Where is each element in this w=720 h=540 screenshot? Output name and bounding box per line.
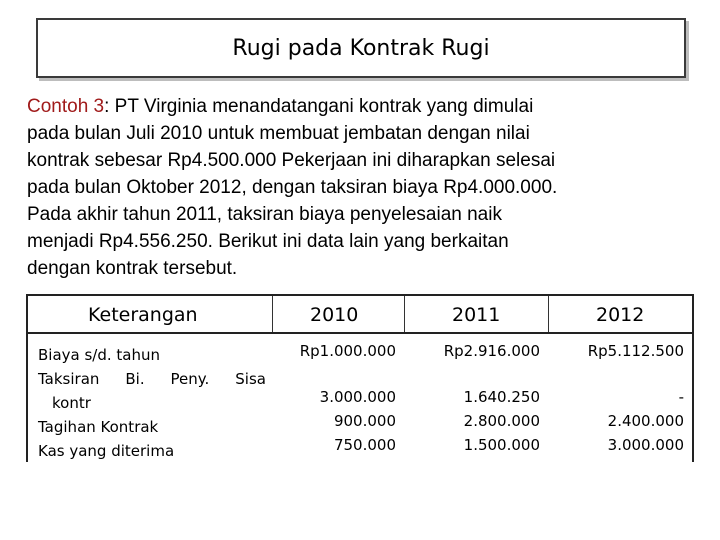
label-word: Sisa xyxy=(235,370,266,388)
paragraph-line: menjadi Rp4.556.250. Berikut ini data lain yang berkaitan xyxy=(27,231,509,252)
column-divider xyxy=(272,296,273,332)
header-keterangan: Keterangan xyxy=(88,304,198,326)
paragraph-line: : PT Virginia menandatangani kontrak yang dimulai xyxy=(104,96,534,117)
row-label-taksiran xyxy=(38,367,266,391)
header-2010: 2010 xyxy=(310,304,359,326)
row-label-biaya: Biaya s/d. tahun xyxy=(38,346,161,364)
paragraph-line: pada bulan Juli 2010 untuk membuat jembatan dengan nilai xyxy=(27,123,530,144)
cell-biaya-2011: Rp2.916.000 xyxy=(443,342,540,360)
cell-taksiran-2012: - xyxy=(678,388,684,406)
paragraph-line: dengan kontrak tersebut. xyxy=(27,258,238,279)
header-2011: 2011 xyxy=(452,304,501,326)
row-labels xyxy=(38,343,266,463)
cell-taksiran-2011: 1.640.250 xyxy=(463,388,540,406)
cell-kas-2011: 1.500.000 xyxy=(463,436,540,454)
row-label-taksiran-cont: kontr xyxy=(52,394,91,412)
column-divider xyxy=(404,296,405,332)
paragraph-line: kontrak sebesar Rp4.500.000 Pekerjaan ini diharapkan selesai xyxy=(27,150,556,171)
column-divider xyxy=(548,296,549,332)
contract-data-table xyxy=(26,294,694,462)
cell-biaya-2012: Rp5.112.500 xyxy=(587,342,684,360)
label-word: Taksiran xyxy=(38,370,100,388)
example-paragraph xyxy=(27,93,703,282)
slide-title: Rugi pada Kontrak Rugi xyxy=(232,35,490,61)
cell-tagihan-2011: 2.800.000 xyxy=(463,412,540,430)
label-word: Bi. xyxy=(125,370,145,388)
example-label: Contoh 3 xyxy=(27,96,105,117)
cell-biaya-2010: Rp1.000.000 xyxy=(299,342,396,360)
cell-tagihan-2010: 900.000 xyxy=(333,412,396,430)
table-header-row xyxy=(28,294,692,334)
paragraph-line: pada bulan Oktober 2012, dengan taksiran biaya Rp4.000.000. xyxy=(27,177,558,198)
paragraph-line: Pada akhir tahun 2011, taksiran biaya penyelesaian naik xyxy=(27,204,502,225)
cell-tagihan-2012: 2.400.000 xyxy=(607,412,684,430)
slide-title-box xyxy=(36,18,686,78)
label-word: Peny. xyxy=(170,370,210,388)
cell-taksiran-2010: 3.000.000 xyxy=(319,388,396,406)
cell-kas-2012: 3.000.000 xyxy=(607,436,684,454)
row-label-tagihan: Tagihan Kontrak xyxy=(38,418,159,436)
row-label-kas: Kas yang diterima xyxy=(38,442,175,460)
cell-kas-2010: 750.000 xyxy=(333,436,396,454)
header-2012: 2012 xyxy=(596,304,645,326)
